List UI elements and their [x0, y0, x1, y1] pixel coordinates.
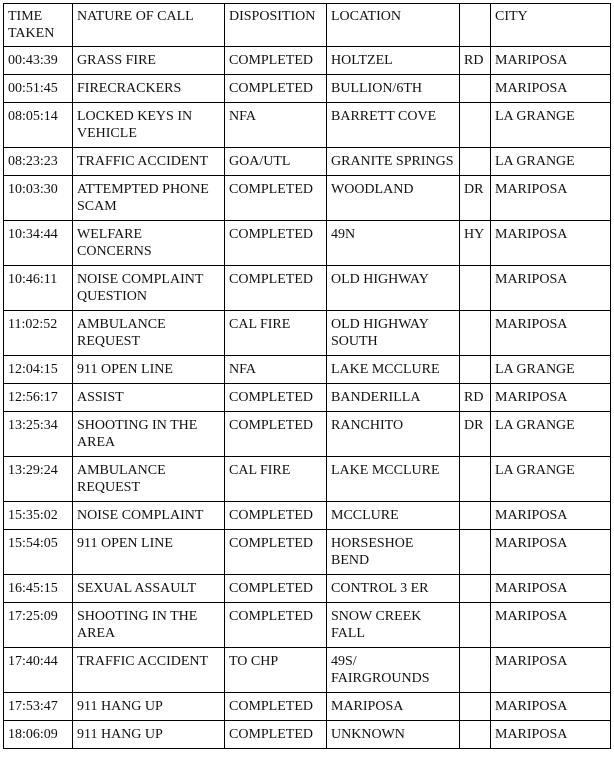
cell-nature: TRAFFIC ACCIDENT [73, 648, 225, 693]
cell-time: 13:25:34 [4, 412, 73, 457]
cell-nature: SEXUAL ASSAULT [73, 575, 225, 603]
cell-location: OLD HIGHWAY [327, 266, 460, 311]
cell-disposition: NFA [225, 356, 327, 384]
cell-nature: NOISE COMPLAINT [73, 502, 225, 530]
cell-time: 16:45:15 [4, 575, 73, 603]
cell-city: MARIPOSA [491, 384, 611, 412]
cell-location: OLD HIGHWAY SOUTH [327, 311, 460, 356]
table-row [4, 575, 611, 603]
cell-road-suffix [460, 311, 491, 356]
header-disposition: DISPOSITION [225, 4, 327, 47]
cell-road-suffix [460, 721, 491, 749]
cell-location: BULLION/6TH [327, 75, 460, 103]
cell-time: 12:56:17 [4, 384, 73, 412]
cell-city: MARIPOSA [491, 721, 611, 749]
table-row [4, 457, 611, 502]
cell-location: BANDERILLA [327, 384, 460, 412]
cell-nature: 911 HANG UP [73, 693, 225, 721]
cell-road-suffix [460, 457, 491, 502]
cell-nature: ATTEMPTED PHONE SCAM [73, 176, 225, 221]
cell-nature: SHOOTING IN THE AREA [73, 603, 225, 648]
cell-time: 08:23:23 [4, 148, 73, 176]
cell-nature: AMBULANCE REQUEST [73, 311, 225, 356]
table-row [4, 176, 611, 221]
cell-location: 49N [327, 221, 460, 266]
table-row [4, 266, 611, 311]
cell-road-suffix [460, 356, 491, 384]
cell-location: GRANITE SPRINGS [327, 148, 460, 176]
cell-disposition: COMPLETED [225, 384, 327, 412]
cell-road-suffix: HY [460, 221, 491, 266]
cell-disposition: TO CHP [225, 648, 327, 693]
cell-nature: FIRECRACKERS [73, 75, 225, 103]
cell-time: 12:04:15 [4, 356, 73, 384]
table-row [4, 47, 611, 75]
table-row [4, 721, 611, 749]
cell-nature: ASSIST [73, 384, 225, 412]
table-body [4, 47, 611, 749]
cell-city: MARIPOSA [491, 221, 611, 266]
table-row [4, 603, 611, 648]
cell-city: LA GRANGE [491, 457, 611, 502]
cell-nature: 911 HANG UP [73, 721, 225, 749]
cell-city: LA GRANGE [491, 412, 611, 457]
cell-road-suffix [460, 75, 491, 103]
table-row [4, 693, 611, 721]
cell-time: 10:34:44 [4, 221, 73, 266]
cell-location: SNOW CREEK FALL [327, 603, 460, 648]
cell-road-suffix [460, 103, 491, 148]
cell-location: MARIPOSA [327, 693, 460, 721]
header-suffix [460, 4, 491, 47]
cell-city: MARIPOSA [491, 75, 611, 103]
cell-disposition: COMPLETED [225, 530, 327, 575]
header-location: LOCATION [327, 4, 460, 47]
cell-time: 08:05:14 [4, 103, 73, 148]
cell-road-suffix [460, 575, 491, 603]
cell-nature: LOCKED KEYS IN VEHICLE [73, 103, 225, 148]
table-row [4, 412, 611, 457]
cell-location: MCCLURE [327, 502, 460, 530]
cell-city: MARIPOSA [491, 311, 611, 356]
table-row [4, 75, 611, 103]
cell-road-suffix [460, 502, 491, 530]
header-row [4, 4, 611, 47]
cell-location: LAKE MCCLURE [327, 457, 460, 502]
cell-nature: GRASS FIRE [73, 47, 225, 75]
cell-time: 15:54:05 [4, 530, 73, 575]
cell-disposition: COMPLETED [225, 47, 327, 75]
cell-road-suffix [460, 603, 491, 648]
cell-city: MARIPOSA [491, 176, 611, 221]
cell-nature: TRAFFIC ACCIDENT [73, 148, 225, 176]
cell-time: 10:03:30 [4, 176, 73, 221]
cell-disposition: COMPLETED [225, 75, 327, 103]
cell-time: 11:02:52 [4, 311, 73, 356]
cell-city: MARIPOSA [491, 530, 611, 575]
cell-nature: NOISE COMPLAINT QUESTION [73, 266, 225, 311]
cell-city: MARIPOSA [491, 575, 611, 603]
cell-disposition: CAL FIRE [225, 311, 327, 356]
header-time: TIME TAKEN [4, 4, 73, 47]
cell-road-suffix [460, 693, 491, 721]
cell-nature: SHOOTING IN THE AREA [73, 412, 225, 457]
cell-disposition: COMPLETED [225, 412, 327, 457]
cell-location: BARRETT COVE [327, 103, 460, 148]
table-row [4, 384, 611, 412]
table-row [4, 502, 611, 530]
cell-road-suffix: RD [460, 384, 491, 412]
cell-time: 00:51:45 [4, 75, 73, 103]
header-nature: NATURE OF CALL [73, 4, 225, 47]
cell-disposition: COMPLETED [225, 575, 327, 603]
cell-nature: 911 OPEN LINE [73, 530, 225, 575]
cell-road-suffix [460, 148, 491, 176]
cell-road-suffix: DR [460, 412, 491, 457]
cell-city: MARIPOSA [491, 603, 611, 648]
table-row [4, 356, 611, 384]
cell-disposition: COMPLETED [225, 266, 327, 311]
cell-road-suffix: RD [460, 47, 491, 75]
cell-disposition: COMPLETED [225, 221, 327, 266]
cell-time: 10:46:11 [4, 266, 73, 311]
cell-time: 00:43:39 [4, 47, 73, 75]
cell-location: RANCHITO [327, 412, 460, 457]
cell-city: MARIPOSA [491, 47, 611, 75]
header-city: CITY [491, 4, 611, 47]
cell-nature: WELFARE CONCERNS [73, 221, 225, 266]
cell-location: 49S/ FAIRGROUNDS [327, 648, 460, 693]
cell-location: CONTROL 3 ER [327, 575, 460, 603]
cell-disposition: COMPLETED [225, 693, 327, 721]
cell-time: 17:40:44 [4, 648, 73, 693]
table-row [4, 103, 611, 148]
cell-location: UNKNOWN [327, 721, 460, 749]
cell-time: 17:53:47 [4, 693, 73, 721]
table-row [4, 148, 611, 176]
cell-location: HOLTZEL [327, 47, 460, 75]
call-log-table [3, 3, 611, 749]
cell-time: 18:06:09 [4, 721, 73, 749]
cell-time: 13:29:24 [4, 457, 73, 502]
cell-city: LA GRANGE [491, 103, 611, 148]
cell-disposition: COMPLETED [225, 502, 327, 530]
cell-time: 15:35:02 [4, 502, 73, 530]
cell-road-suffix [460, 266, 491, 311]
cell-disposition: COMPLETED [225, 176, 327, 221]
cell-disposition: CAL FIRE [225, 457, 327, 502]
cell-disposition: NFA [225, 103, 327, 148]
cell-disposition: COMPLETED [225, 721, 327, 749]
cell-location: WOODLAND [327, 176, 460, 221]
cell-road-suffix: DR [460, 176, 491, 221]
cell-road-suffix [460, 648, 491, 693]
table-row [4, 221, 611, 266]
cell-disposition: GOA/UTL [225, 148, 327, 176]
cell-time: 17:25:09 [4, 603, 73, 648]
cell-location: LAKE MCCLURE [327, 356, 460, 384]
cell-location: HORSESHOE BEND [327, 530, 460, 575]
cell-city: MARIPOSA [491, 693, 611, 721]
cell-nature: 911 OPEN LINE [73, 356, 225, 384]
cell-disposition: COMPLETED [225, 603, 327, 648]
cell-nature: AMBULANCE REQUEST [73, 457, 225, 502]
cell-city: LA GRANGE [491, 356, 611, 384]
cell-city: LA GRANGE [491, 148, 611, 176]
cell-city: MARIPOSA [491, 266, 611, 311]
table-row [4, 530, 611, 575]
table-row [4, 648, 611, 693]
cell-road-suffix [460, 530, 491, 575]
cell-city: MARIPOSA [491, 648, 611, 693]
cell-city: MARIPOSA [491, 502, 611, 530]
table-row [4, 311, 611, 356]
